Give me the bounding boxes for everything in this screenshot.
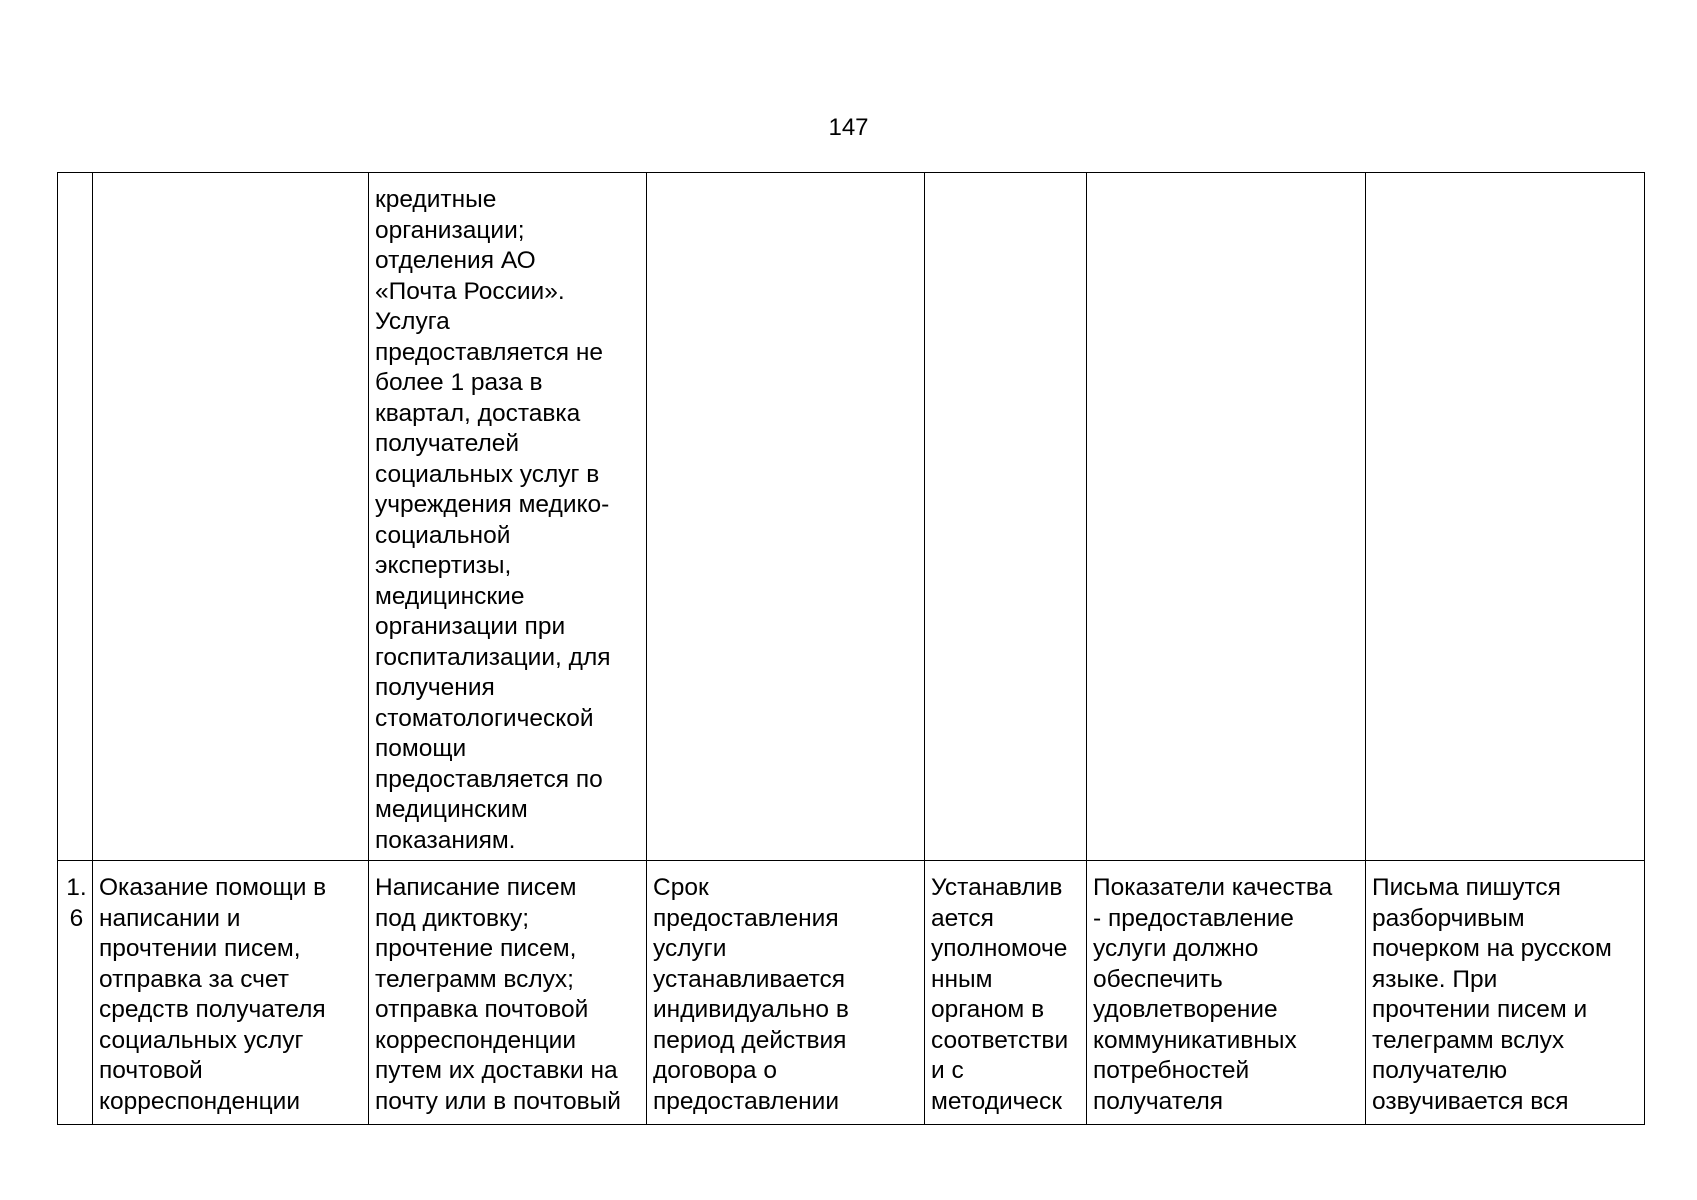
term-cell (647, 173, 925, 861)
table-row (58, 173, 1645, 861)
service-name-cell: Оказание помощи в написании и прочтении писем, отправка за счет средств получателя социальных услуг почтовой корреспонденции (93, 861, 369, 1125)
page-number: 147 (828, 114, 869, 141)
conditions-cell: Письма пишутся разборчивым почерком на русском языке. При прочтении писем и телеграмм вслух получателю озвучивается вся (1366, 861, 1645, 1125)
description-cell: кредитные организации; отделения АО «Почта России». Услуга предоставляется не более 1 раза в квартал, доставка получателей социальных услуг в учреждения медико- социальной экспертизы, медицинские организации при госпитализации, для получения стоматологической помощи предоставляется по медицинским показаниям. (369, 173, 647, 861)
description-cell: Написание писем под диктовку; прочтение писем, телеграмм вслух; отправка почтовой корреспонденции путем их доставки на почту или в почтовый (369, 861, 647, 1125)
services-table (57, 172, 1645, 1125)
norm-cell: Устанавлив ается уполномоче нным органом в соответстви и с методическ (925, 861, 1087, 1125)
norm-cell (925, 173, 1087, 861)
term-cell: Срок предоставления услуги устанавливается индивидуально в период действия договора о предоставлении (647, 861, 925, 1125)
row-number-cell (58, 173, 93, 861)
table-row (58, 861, 1645, 1125)
quality-cell: Показатели качества - предоставление услуги должно обеспечить удовлетворение коммуникативных потребностей получателя (1087, 861, 1366, 1125)
row-number-cell: 1. 6 (58, 861, 93, 1125)
service-name-cell (93, 173, 369, 861)
quality-cell (1087, 173, 1366, 861)
conditions-cell (1366, 173, 1645, 861)
